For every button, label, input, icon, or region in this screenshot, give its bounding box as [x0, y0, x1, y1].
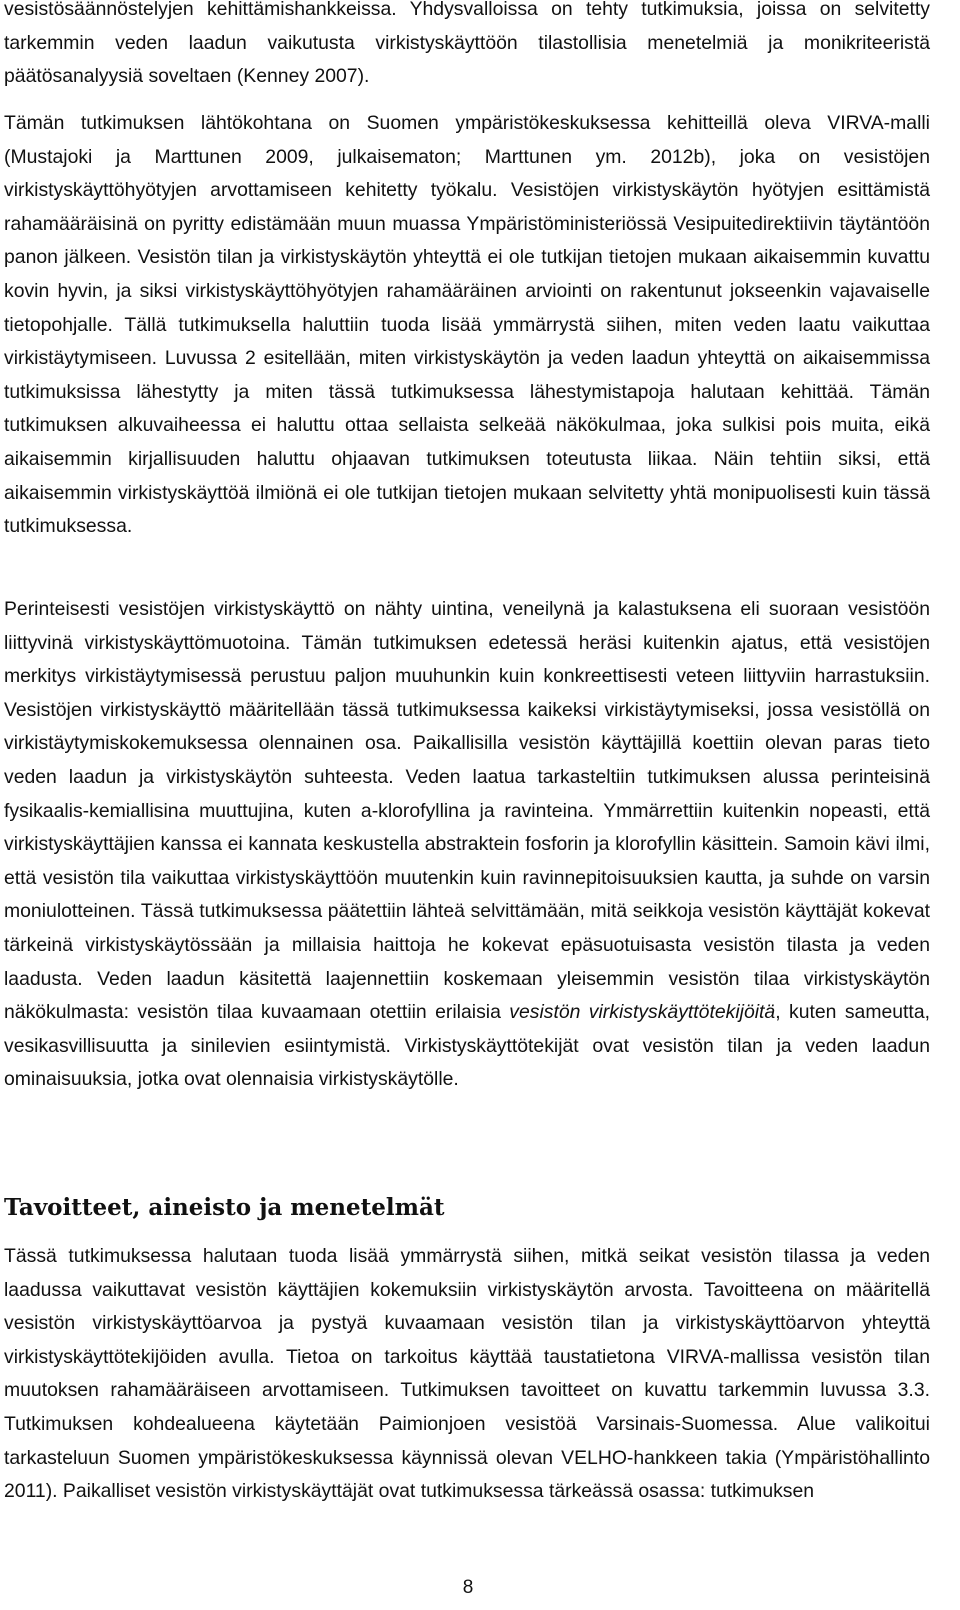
italic-term-recreational-factors: vesistön virkistyskäyttötekijöitä [509, 1001, 776, 1024]
section-heading: Tavoitteet, aineisto ja menetelmät [4, 1194, 445, 1221]
paragraph-recreational-use-text-1: Perinteisesti vesistöjen virkistyskäyttö on nähty uintina, veneilynä ja kalastuksena eli suoraan vesistöön liittyvinä virkistyskäyttömuotoina. Tämän tutkimuksen edetessä heräsi kuitenkin ajatus, että vesistöjen merkitys virkistäytymisessä perustuu paljon muuhunkin kuin konkreettisesti veteen liittyviin harrastuksiin. Vesistöjen virkistyskäyttö määritellään tässä tutkimuksessa kaikeksi virkistäytymiseksi, jossa vesistöllä on virkistäytymiskokemuksessa olennainen osa. Paikallisilla vesistön käyttäjillä koettiin olevan paras tieto veden laadun ja virkistyskäytön suhteesta. Veden laatua tarkasteltiin tutkimuksen alussa perinteisinä fysikaalis-kemiallisina muuttujina, kuten a-klorofyllina ja ravinteina. Ymmärrettiin kuitenkin nopeasti, että virkistyskäyttäjien kanssa ei kannata keskustella abstraktein fosforin ja klorofyllin käsittein. Samoin kävi ilmi, että vesistön tila vaikuttaa virkistyskäyttöön muutenkin kuin ravinnepitoisuuksien kautta, ja suhde on varsin moniulotteinen. Tässä tutkimuksessa päätettiin lähteä selvittämään, mitä seikkoja vesistön käyttäjät kokevat tärkeinä virkistyskäytössään ja millaisia haittoja he kokevat epäsuotuisasta vesistön tilasta ja veden laadusta. Veden laadun käsitettä laajennettiin koskemaan yleisemmin vesistön tilaa virkistyskäytön näkökulmasta: vesistön tilaa kuvaamaan otettiin erilaisia [4, 598, 930, 1024]
paragraph-intro-continuation: vesistösäännöstelyjen kehittämishankkeissa. Yhdysvalloissa on tehty tutkimuksia, joissa on selvitetty tarkemmin veden laadun vaikutusta virkistyskäyttöön tilastollisia menetelmiä ja monikriteeristä päätösanalyysiä soveltaen (Kenney 2007). [4, 0, 930, 88]
paragraph-recreational-use-text-2: , kuten sameutta, vesikasvillisuutta ja sinilevien esiintymistä. Virkistyskäyttötekijät ovat vesistön tilan ja veden laadun ominaisuuksia, jotka ovat olennaisia virkistyskäytölle. [4, 1001, 930, 1091]
paragraph-objectives: Tässä tutkimuksessa halutaan tuoda lisää ymmärrystä siihen, mitkä seikat vesistön tilassa ja veden laadussa vaikuttavat vesistön käyttäjien kokemuksiin virkistyskäytön arvosta. Tavoitteena on määritellä vesistön virkistyskäyttöarvoa ja pystyä kuvaamaan vesistön tilan ja virkistyskäyttöarvon yhteyttä virkistyskäyttötekijöiden avulla. Tietoa on tarkoitus käyttää taustatietona VIRVA-mallissa vesistön tilan muutoksen rahamääräiseen arvottamiseen. Tutkimuksen tavoitteet on kuvattu tarkemmin luvussa 3.3. Tutkimuksen kohdealueena käytetään Paimionjoen vesistöä Varsinais-Suomessa. Alue valikoitui tarkasteluun Suomen ympäristökeskuksessa käynnissä olevan VELHO-hankkeen takia (Ympäristöhallinto 2011). Paikalliset vesistön virkistyskäyttäjät ovat tutkimuksessa tärkeässä osassa: tutkimuksen [4, 1245, 930, 1503]
page-number: 8 [462, 1577, 474, 1598]
paragraph-virva-model: Tämän tutkimuksen lähtökohtana on Suomen ympäristökeskuksessa kehitteillä oleva VIRVA-malli (Mustajoki ja Marttunen 2009, julkaisematon; Marttunen ym. 2012b), joka on vesistöjen virkistyskäyttöhyötyjen arvottamiseen kehitetty työkalu. Vesistöjen virkistyskäytön hyötyjen esittämistä rahamääräisinä on pyritty edistämään muun muassa Ympäristöministeriössä Vesipuitedirektiivin täytäntöön panon jälkeen. Vesistön tilan ja virkistyskäytön yhteyttä ei ole tutkijan tietojen mukaan aikaisemmin kuvattu kovin hyvin, ja siksi virkistyskäyttöhyötyjen rahamääräinen arviointi on rakentunut jokseenkin vajavaiselle tietopohjalle. Tällä tutkimuksella haluttiin tuoda lisää ymmärrystä siihen, miten veden laatu vaikuttaa virkistäytymiseen. Luvussa 2 esitellään, miten virkistyskäytön ja veden laadun yhteyttä on aikaisemmissa tutkimuksissa lähestytty ja miten tässä tutkimuksessa lähestymistapoja halutaan kehittää. Tämän tutkimuksen alkuvaiheessa ei haluttu ottaa sellaista selkeää näkökulmaa, joka sulkisi pois muita, eikä aikaisemmin kirjallisuuden haluttu ohjaavan tutkimuksen toteutusta liikaa. Näin tehtiin siksi, että aikaisemmin virkistyskäyttöä ilmiönä ei ole tutkijan tietojen mukaan selvitetty yhtä monipuolisesti kuin tässä tutkimuksessa. [4, 112, 930, 538]
paragraph-recreational-use [4, 593, 930, 1097]
